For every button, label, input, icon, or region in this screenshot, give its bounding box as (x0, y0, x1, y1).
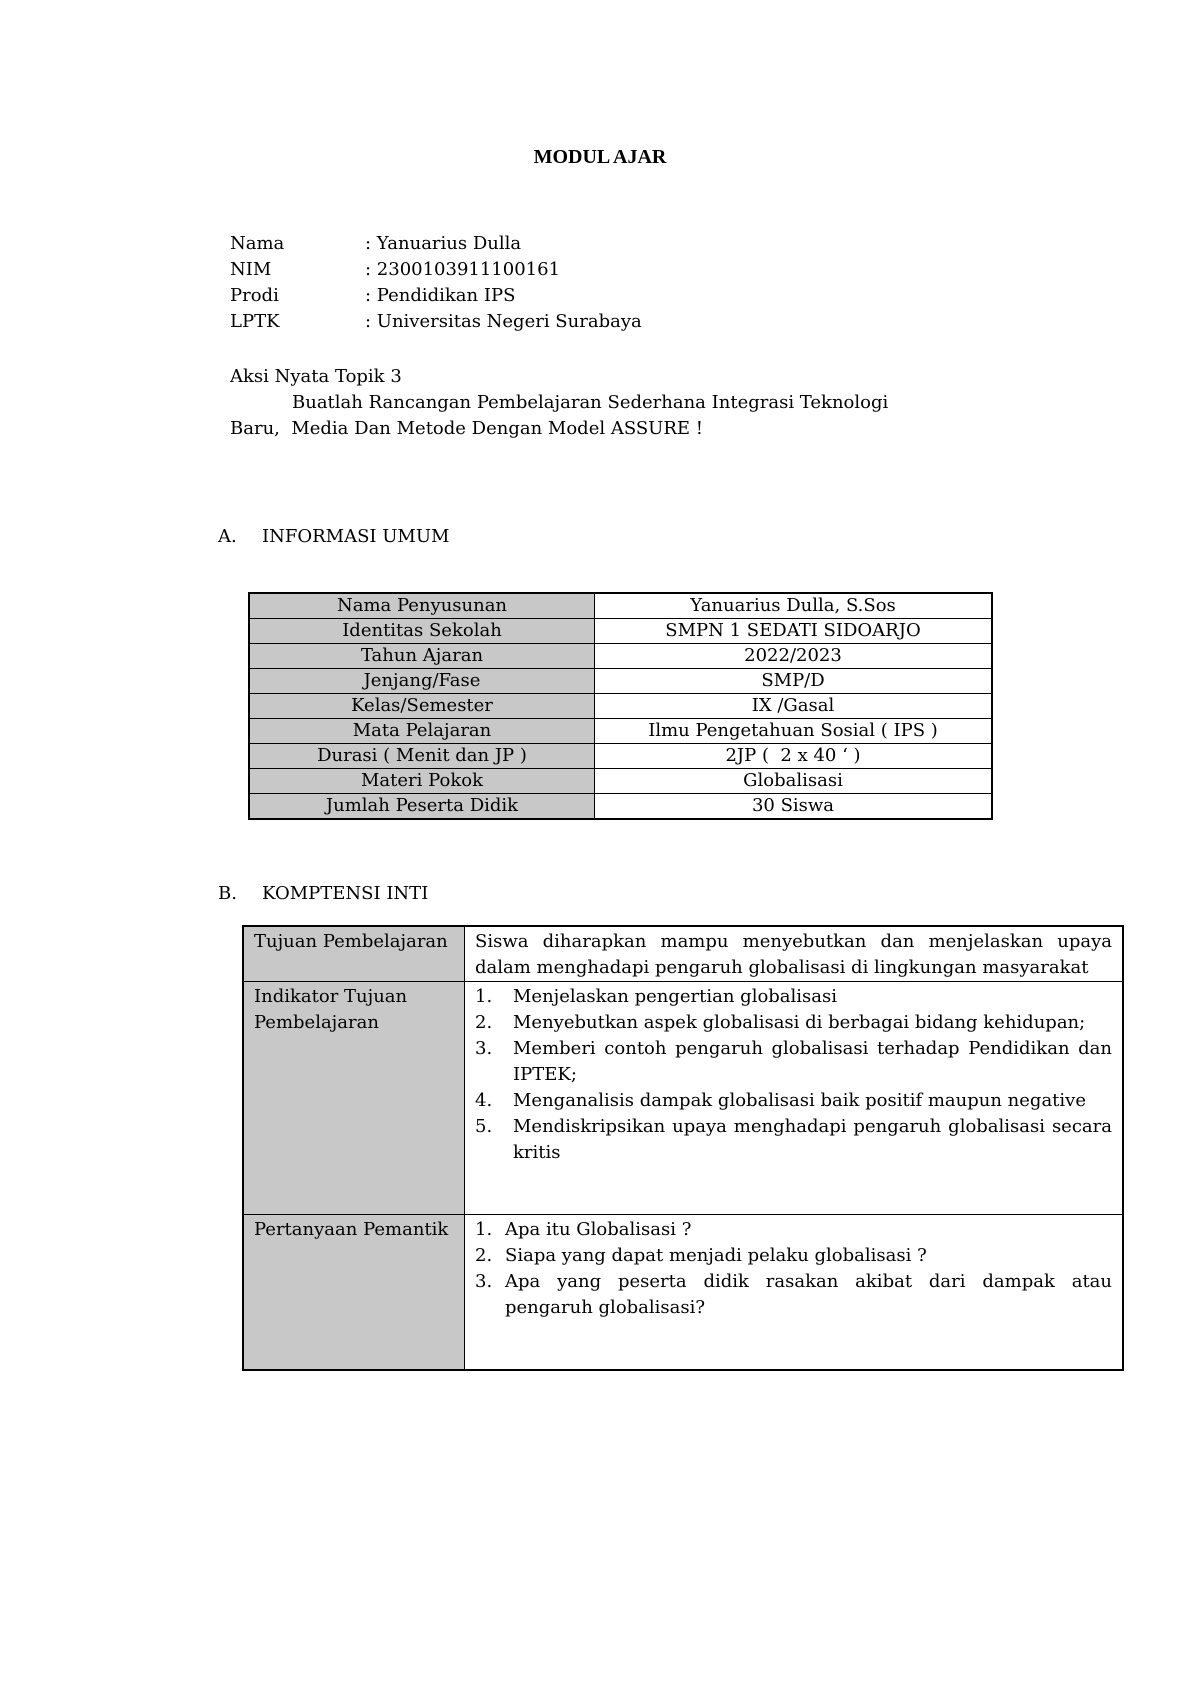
identity-row (230, 257, 642, 283)
table-row (249, 593, 992, 619)
section-title: KOMPTENSI INTI (262, 883, 429, 904)
section-b-heading (218, 883, 428, 904)
table-value: 30 Siswa (595, 794, 993, 820)
list-number: 2. (475, 1012, 493, 1033)
section-title: INFORMASI UMUM (262, 526, 450, 547)
table-row (249, 719, 992, 744)
identity-label: Prodi (230, 285, 279, 306)
section-letter: B. (218, 883, 237, 904)
list-text: Menjelaskan pengertian globalisasi (513, 986, 838, 1007)
pertanyaan-list (475, 1217, 1112, 1321)
list-item (475, 1217, 1112, 1243)
table-row (249, 644, 992, 669)
list-text: Siapa yang dapat menjadi pelaku globalisasi ? (505, 1245, 927, 1266)
identity-value: : Pendidikan IPS (365, 285, 516, 306)
tujuan-label: Tujuan Pembelajaran (243, 926, 465, 982)
list-text: Apa itu Globalisasi ? (505, 1219, 692, 1240)
table-row (249, 744, 992, 769)
pertanyaan-label: Pertanyaan Pemantik (243, 1215, 465, 1370)
section-letter: A. (218, 526, 237, 547)
list-text: Menyebutkan aspek globalisasi di berbagai bidang kehidupan; (513, 1012, 1086, 1033)
list-text: Menganalisis dampak globalisasi baik positif maupun negative (513, 1090, 1086, 1111)
list-item (475, 1036, 1112, 1088)
table-row (249, 619, 992, 644)
informasi-umum-table (248, 592, 993, 820)
aksi-nyata-block (230, 364, 950, 442)
table-row (249, 669, 992, 694)
table-row (249, 794, 992, 820)
identity-row (230, 231, 642, 257)
table-value: Globalisasi (595, 769, 993, 794)
table-label: Tahun Ajaran (249, 644, 595, 669)
list-item (475, 1243, 1112, 1269)
indikator-cell (465, 982, 1124, 1215)
aksi-heading: Aksi Nyata Topik 3 (230, 366, 402, 387)
identity-row (230, 283, 642, 309)
identity-row (230, 309, 642, 335)
list-number: 5. (475, 1116, 493, 1137)
identity-value: : Universitas Negeri Surabaya (365, 311, 642, 332)
table-value: Ilmu Pengetahuan Sosial ( IPS ) (595, 719, 993, 744)
table-label: Identitas Sekolah (249, 619, 595, 644)
list-item (475, 984, 1112, 1010)
indikator-list (475, 984, 1112, 1166)
aksi-line-2: Baru, Media Dan Metode Dengan Model ASSURE ! (230, 418, 703, 439)
list-number: 1. (475, 986, 493, 1007)
table-value: Yanuarius Dulla, S.Sos (595, 593, 993, 619)
list-number: 3. (475, 1038, 493, 1059)
table-label: Nama Penyusunan (249, 593, 595, 619)
tujuan-text: Siswa diharapkan mampu menyebutkan dan menjelaskan upaya dalam menghadapi pengaruh globalisasi di lingkungan masyarakat (465, 926, 1124, 982)
list-text: Apa yang peserta didik rasakan akibat dari dampak atau pengaruh globalisasi? (505, 1271, 1112, 1318)
aksi-line-1: Buatlah Rancangan Pembelajaran Sederhana Integrasi Teknologi (292, 392, 889, 413)
identity-label: NIM (230, 259, 272, 280)
identity-value: : Yanuarius Dulla (365, 233, 522, 254)
list-item (475, 1010, 1112, 1036)
table-label: Jumlah Peserta Didik (249, 794, 595, 820)
table-label: Materi Pokok (249, 769, 595, 794)
table-row (249, 694, 992, 719)
table-label: Mata Pelajaran (249, 719, 595, 744)
list-text: Mendiskripsikan upaya menghadapi pengaruh globalisasi secara kritis (513, 1116, 1112, 1163)
kompetensi-inti-table (242, 925, 1124, 1371)
table-value: 2JP ( 2 x 40 ‘ ) (595, 744, 993, 769)
list-item (475, 1269, 1112, 1321)
list-number: 3. (475, 1271, 493, 1292)
table-label: Kelas/Semester (249, 694, 595, 719)
table-value: IX /Gasal (595, 694, 993, 719)
identity-label: Nama (230, 233, 285, 254)
document-title: MODUL AJAR (533, 146, 667, 168)
list-number: 4. (475, 1090, 493, 1111)
table-value: SMPN 1 SEDATI SIDOARJO (595, 619, 993, 644)
table-row (243, 926, 1123, 982)
list-item (475, 1088, 1112, 1114)
identity-value: : 2300103911100161 (365, 259, 561, 280)
identity-block (230, 231, 642, 335)
table-row (243, 1215, 1123, 1370)
table-label: Durasi ( Menit dan JP ) (249, 744, 595, 769)
list-number: 2. (475, 1245, 493, 1266)
table-value: SMP/D (595, 669, 993, 694)
table-row (243, 982, 1123, 1215)
pertanyaan-cell (465, 1215, 1124, 1370)
section-a-heading (218, 526, 449, 547)
list-text: Memberi contoh pengaruh globalisasi terhadap Pendidikan dan IPTEK; (513, 1038, 1112, 1085)
table-value: 2022/2023 (595, 644, 993, 669)
table-row (249, 769, 992, 794)
list-item (475, 1114, 1112, 1166)
identity-label: LPTK (230, 311, 280, 332)
indikator-label: Indikator Tujuan Pembelajaran (243, 982, 465, 1215)
table-label: Jenjang/Fase (249, 669, 595, 694)
list-number: 1. (475, 1219, 493, 1240)
